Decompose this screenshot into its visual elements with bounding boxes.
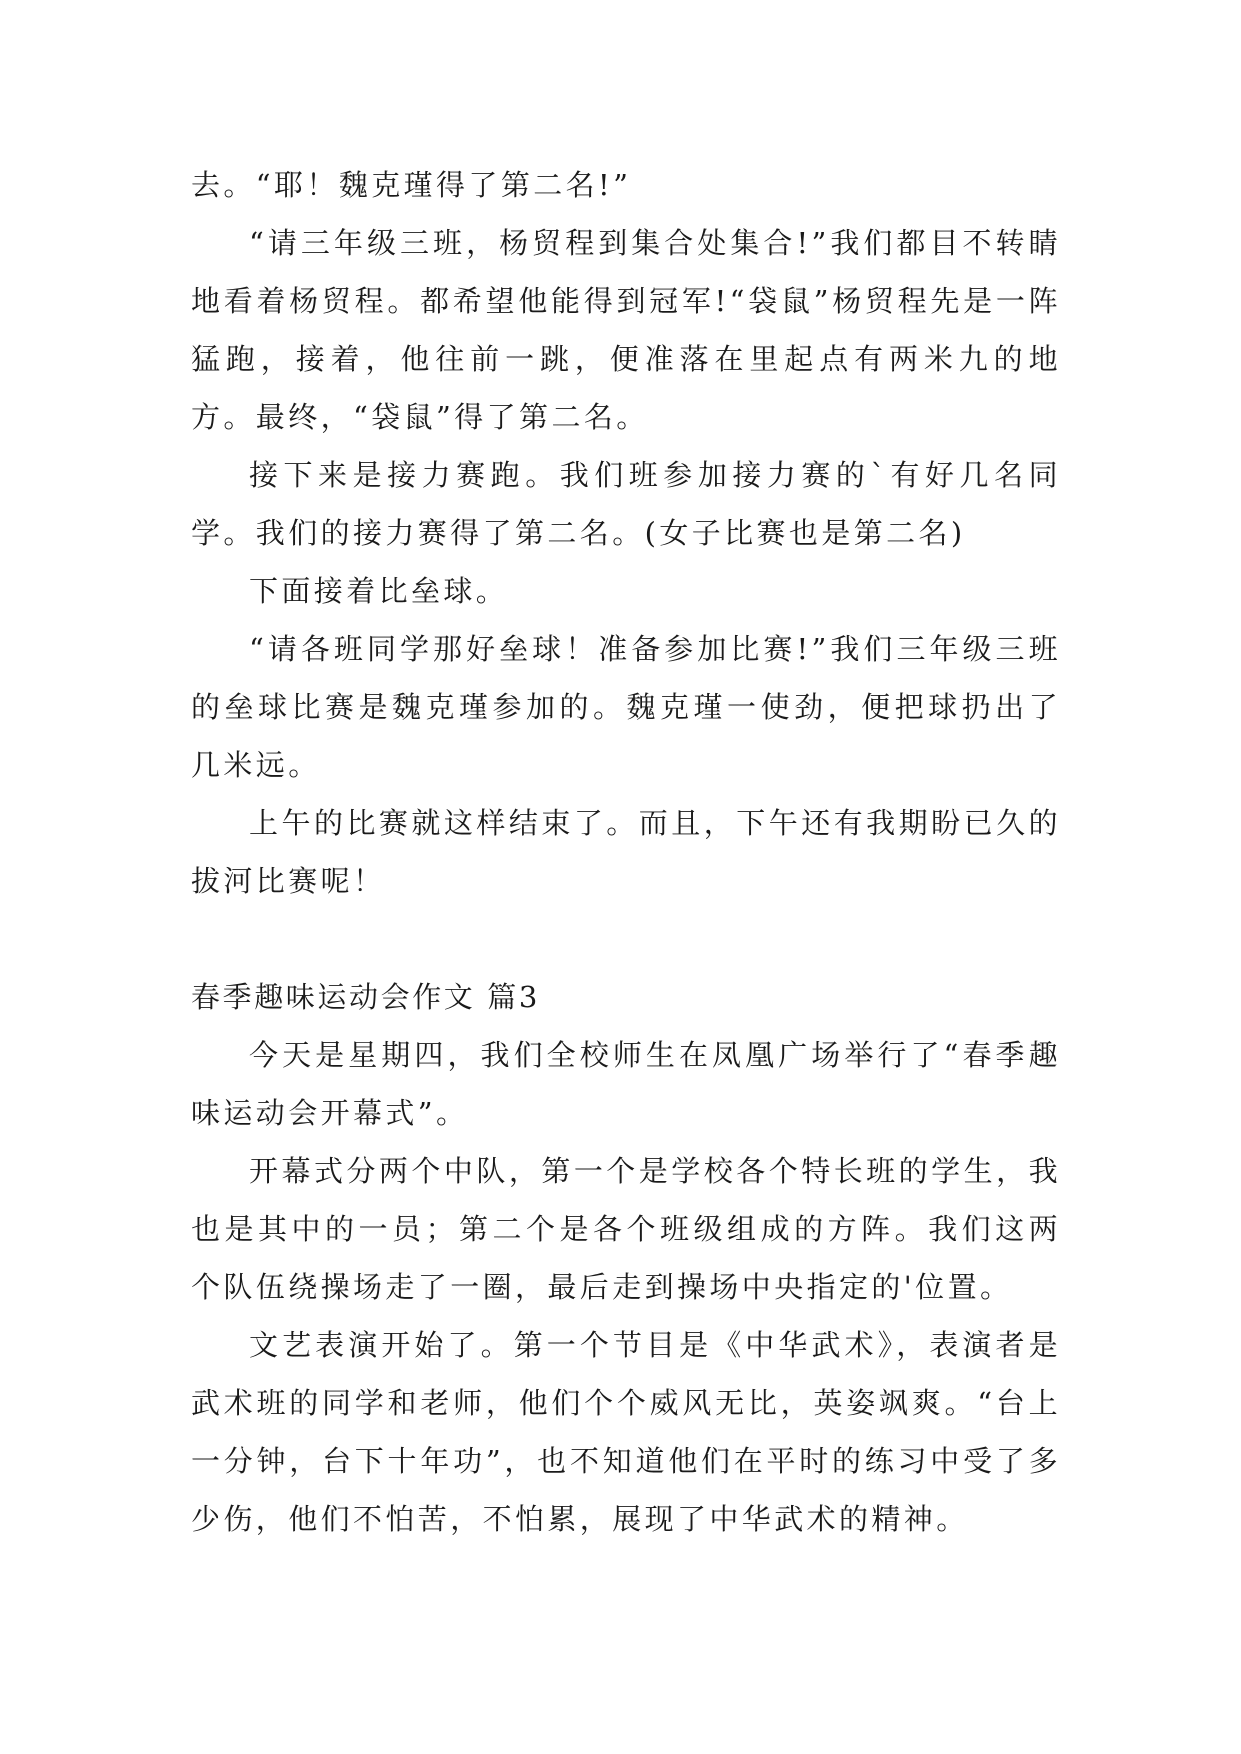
paragraph: 下面接着比垒球。 xyxy=(249,574,509,608)
paragraph: “请各班同学那好垒球！准备参加比赛!”我们三年级三班的垒球比赛是魏克瑾参加的。魏克瑾一使劲，便把球扔出了几米远。 xyxy=(191,632,1061,782)
paragraph: “请三年级三班，杨贸程到集合处集合!”我们都目不转睛地看着杨贸程。都希望他能得到冠军!“袋鼠”杨贸程先是一阵猛跑，接着，他往前一跳，便准落在里起点有两米九的地方。最终，“袋鼠”得了第二名。 xyxy=(191,226,1061,434)
section-heading: 春季趣味运动会作文 篇3 xyxy=(191,980,540,1014)
document-page xyxy=(191,156,1061,1548)
paragraph: 接下来是接力赛跑。我们班参加接力赛的`有好几名同学。我们的接力赛得了第二名。(女子比赛也是第二名) xyxy=(191,458,1061,550)
paragraph: 去。“耶！魏克瑾得了第二名!” xyxy=(191,168,632,202)
paragraph: 上午的比赛就这样结束了。而且，下午还有我期盼已久的拔河比赛呢！ xyxy=(191,806,1061,898)
paragraph: 今天是星期四，我们全校师生在凤凰广场举行了“春季趣味运动会开幕式”。 xyxy=(191,1038,1061,1130)
paragraph: 文艺表演开始了。第一个节目是《中华武术》，表演者是武术班的同学和老师，他们个个威风无比，英姿飒爽。“台上一分钟，台下十年功”，也不知道他们在平时的练习中受了多少伤，他们不怕苦，不怕累，展现了中华武术的精神。 xyxy=(191,1328,1061,1536)
paragraph: 开幕式分两个中队，第一个是学校各个特长班的学生，我也是其中的一员；第二个是各个班级组成的方阵。我们这两个队伍绕操场走了一圈，最后走到操场中央指定的'位置。 xyxy=(191,1154,1061,1304)
